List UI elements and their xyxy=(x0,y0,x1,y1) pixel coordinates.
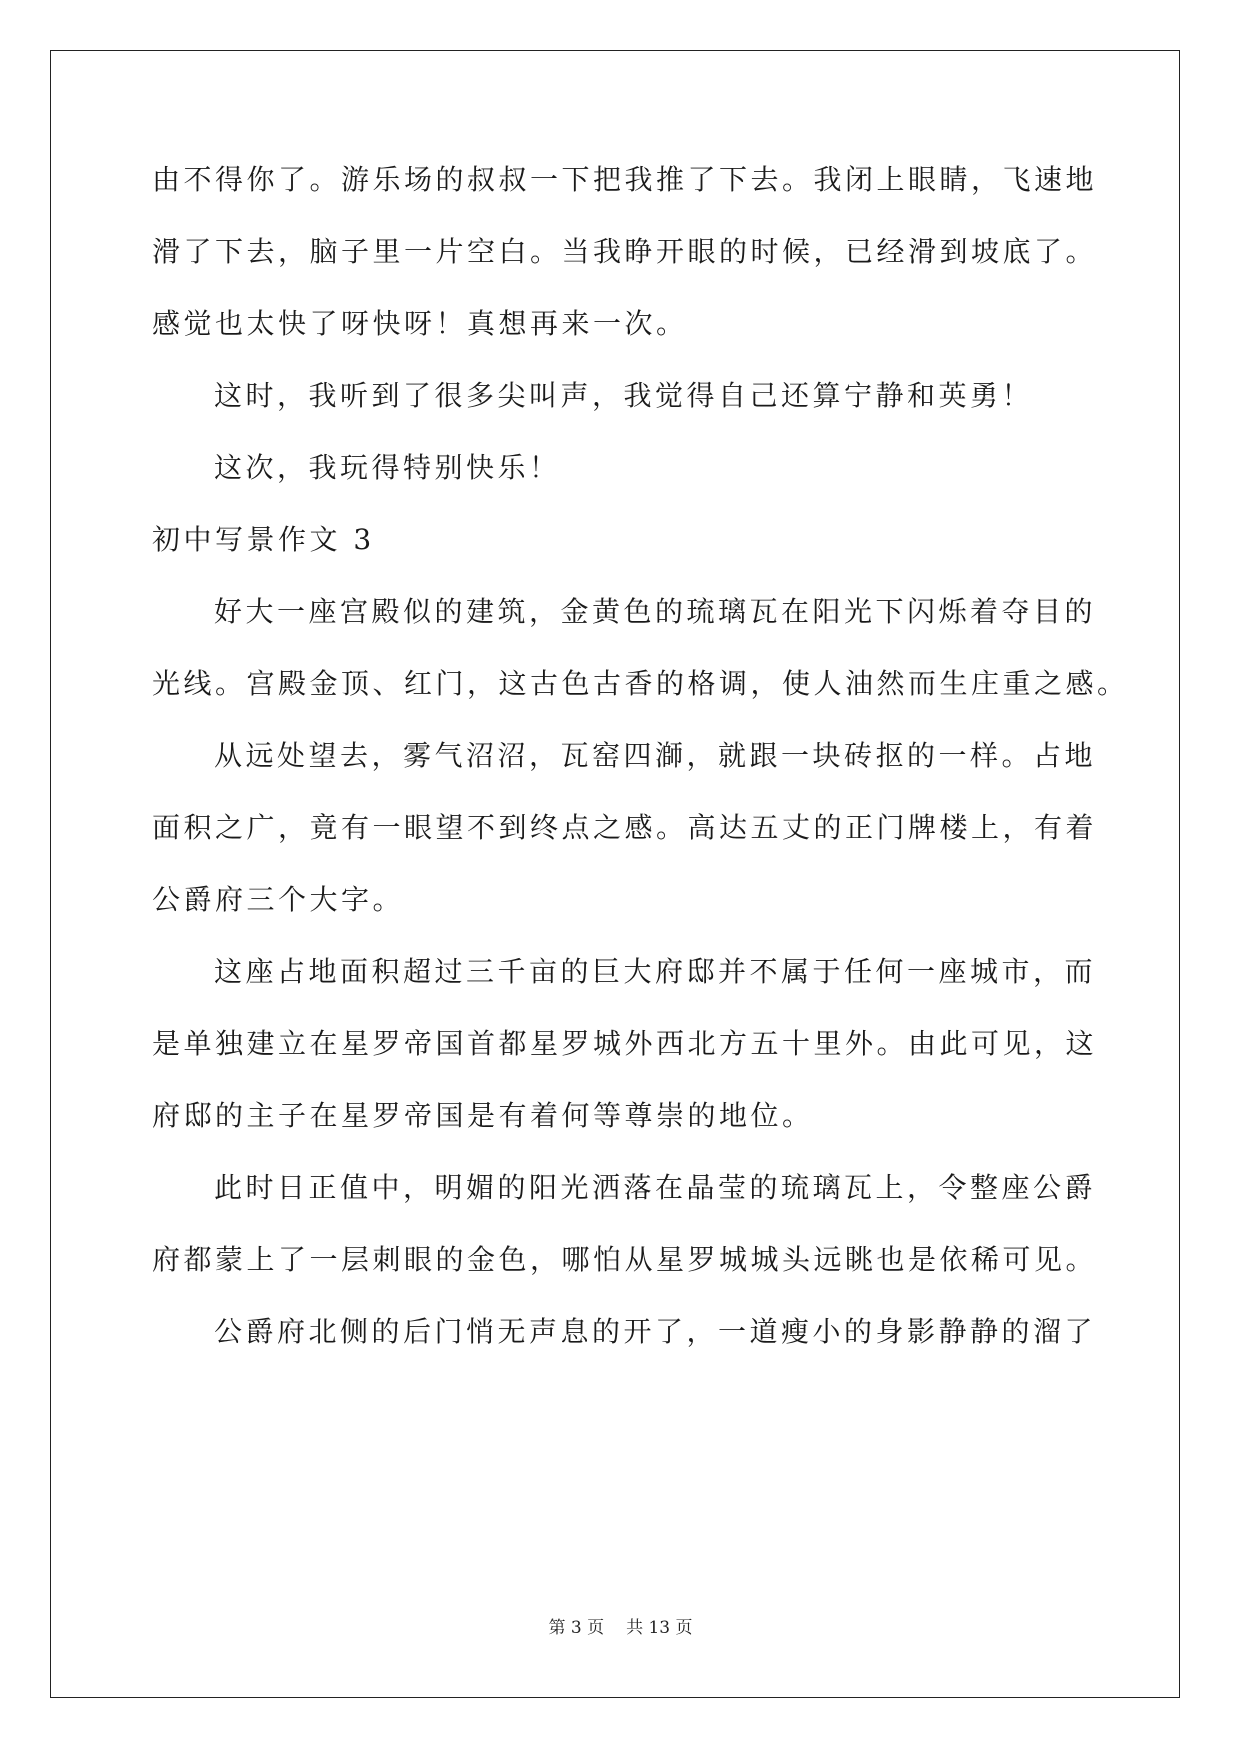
page-border xyxy=(50,50,1180,1698)
page-footer xyxy=(0,1616,1241,1640)
text-line: 这时，我听到了很多尖叫声，我觉得自己还算宁静和英勇！ xyxy=(214,379,1034,412)
text-line: 滑了下去，脑子里一片空白。当我睁开眼的时候，已经滑到坡底了。 xyxy=(152,235,1098,268)
text-line: 好大一座宫殿似的建筑，金黄色的琉璃瓦在阳光下闪烁着夺目的 xyxy=(214,595,1097,628)
section-heading: 初中写景作文 3 xyxy=(152,523,375,556)
text-line: 面积之广，竟有一眼望不到终点之感。高达五丈的正门牌楼上，有着 xyxy=(152,811,1098,844)
text-line: 从远处望去，雾气沼沼，瓦窑四溮，就跟一块砖抠的一样。占地 xyxy=(214,739,1097,772)
text-line: 此时日正值中，明媚的阳光洒落在晶莹的琉璃瓦上，令整座公爵 xyxy=(214,1171,1097,1204)
text-line: 这次，我玩得特别快乐！ xyxy=(214,451,561,484)
text-line: 这座占地面积超过三千亩的巨大府邸并不属于任何一座城市，而 xyxy=(214,955,1097,988)
text-line: 光线。宫殿金顶、红门，这古色古香的格调，使人油然而生庄重之感。 xyxy=(152,667,1129,700)
text-line: 感觉也太快了呀快呀！真想再来一次。 xyxy=(152,307,688,340)
text-line: 由不得你了。游乐场的叔叔一下把我推了下去。我闭上眼睛，飞速地 xyxy=(152,163,1098,196)
text-line: 府邸的主子在星罗帝国是有着何等尊崇的地位。 xyxy=(152,1099,814,1132)
text-line: 是单独建立在星罗帝国首都星罗城外西北方五十里外。由此可见，这 xyxy=(152,1027,1098,1060)
page-total: 共 13 页 xyxy=(626,1618,693,1638)
page-number: 第 3 页 xyxy=(548,1618,605,1638)
text-line: 公爵府三个大字。 xyxy=(152,883,405,916)
text-line: 府都蒙上了一层刺眼的金色，哪怕从星罗城城头远眺也是依稀可见。 xyxy=(152,1243,1098,1276)
text-line: 公爵府北侧的后门悄无声息的开了，一道瘦小的身影静静的溜了 xyxy=(214,1315,1097,1348)
